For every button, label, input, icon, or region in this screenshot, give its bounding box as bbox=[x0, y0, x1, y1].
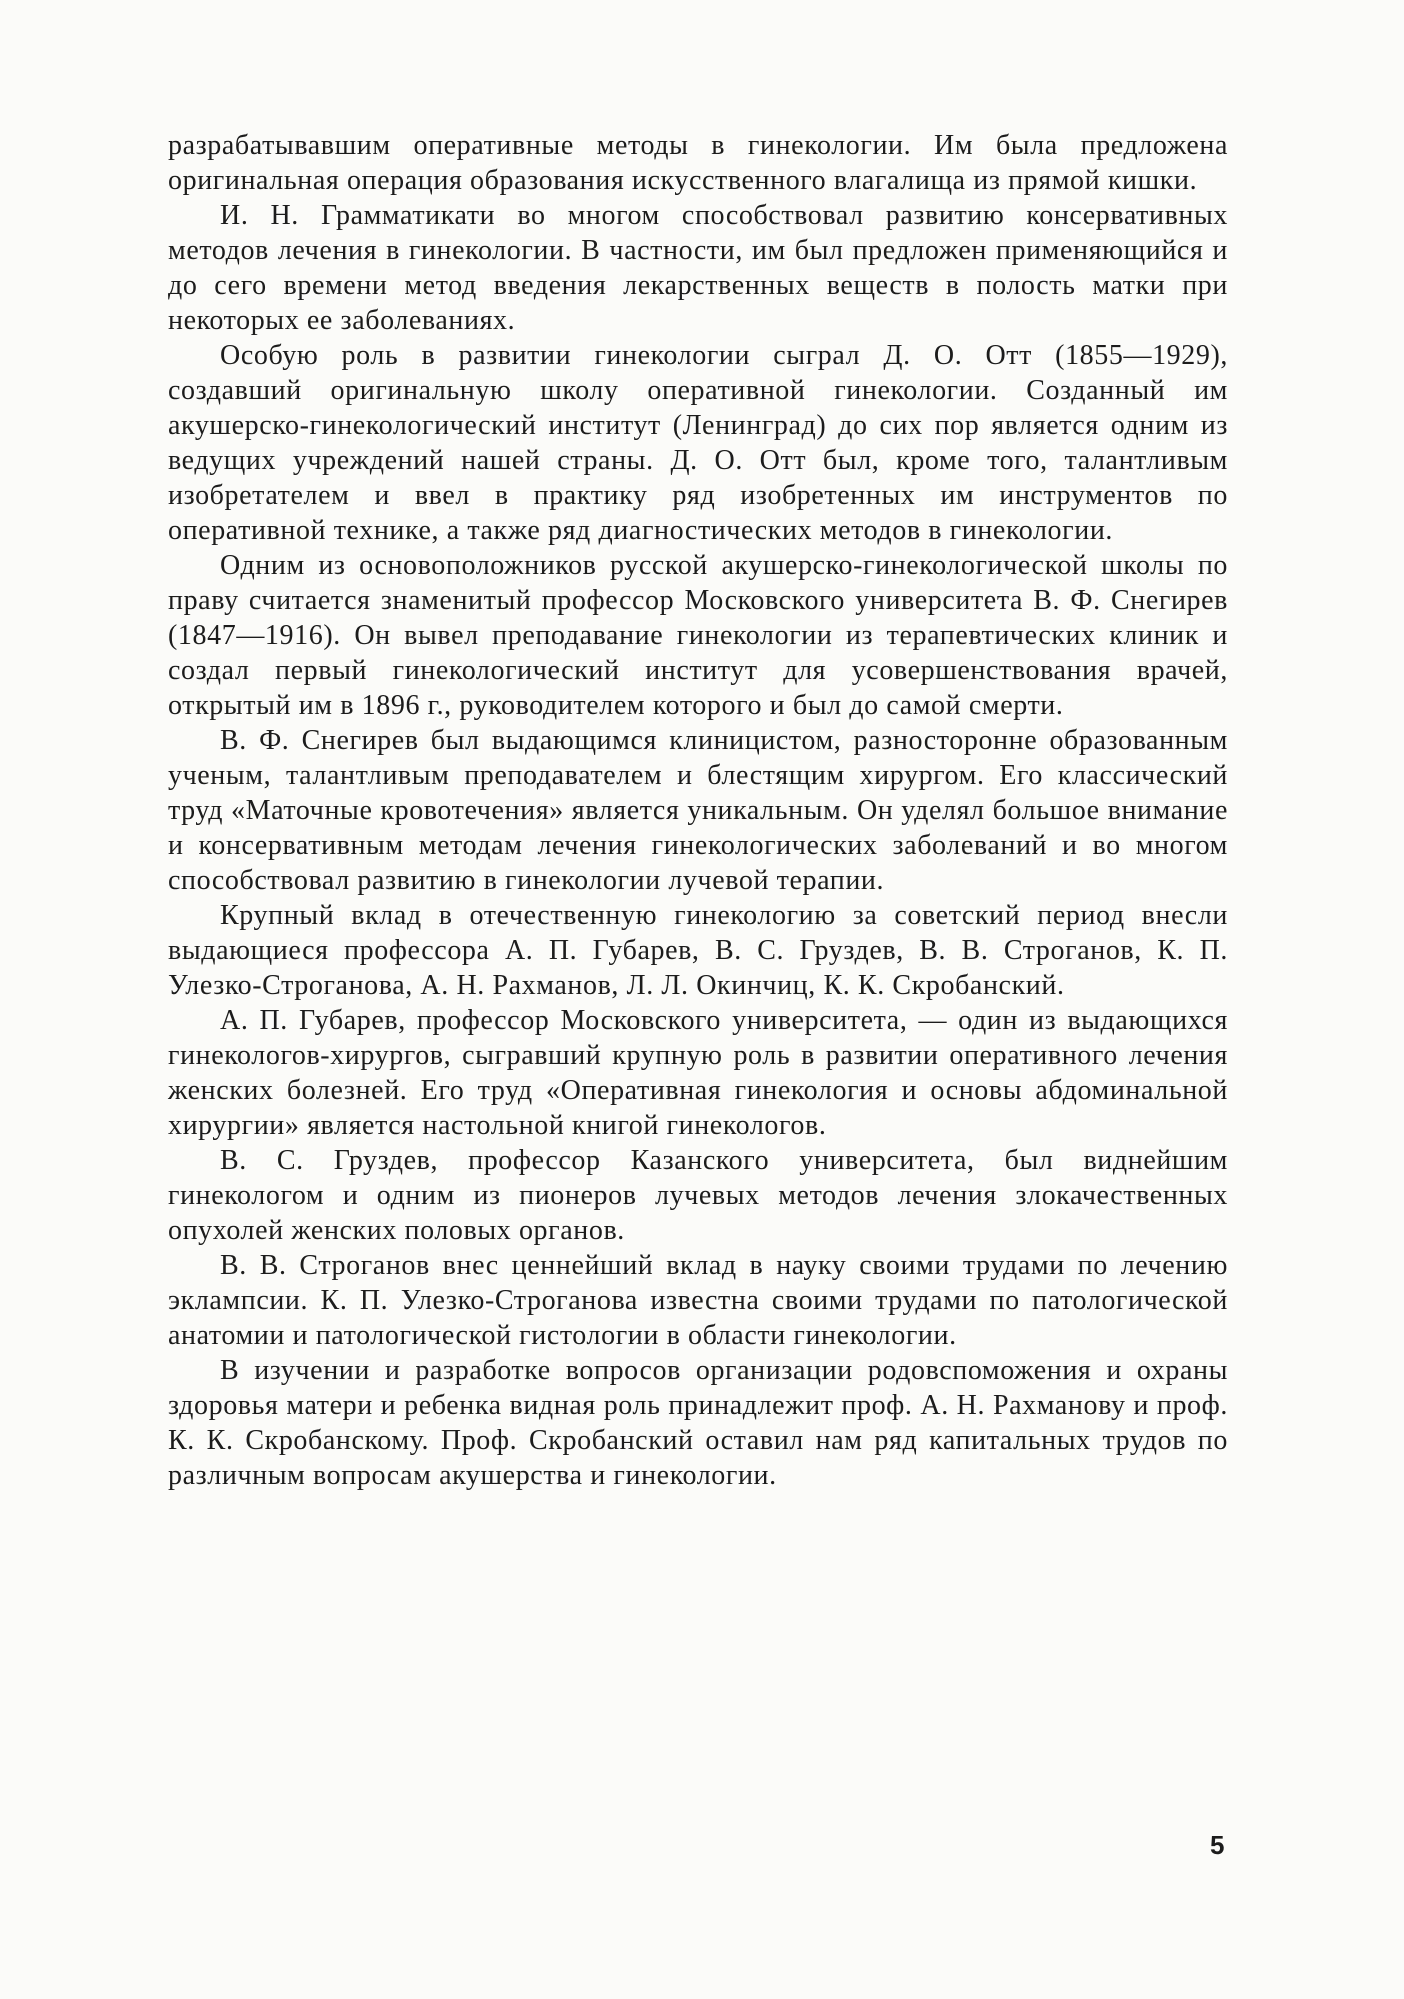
page-number: 5 bbox=[1210, 1830, 1225, 1860]
paragraph-ott: Особую роль в развитии гинекологии сыграл Д. О. Отт (1855—1929), создавший оригинальную школу оперативной гинекологии. Созданный им акушерско-гинекологический институт (Ленинград) до сих пор является одним из ведущих учреждений нашей страны. Д. О. Отт был, кроме того, талантливым изобретателем и ввел в практику ряд изобретенных им инструментов по оперативной технике, а также ряд диагностических методов в гинекологии. bbox=[168, 340, 1228, 546]
paragraph-gruzdev: В. С. Груздев, профессор Казанского университета, был виднейшим гинекологом и одним из пионеров лучевых методов лечения злокачественных опухолей женских половых органов. bbox=[168, 1145, 1228, 1246]
paragraph-soviet-period: Крупный вклад в отечественную гинекологию за советский период внесли выдающиеся профессора А. П. Губарев, В. С. Груздев, В. В. Строганов, К. П. Улезко-Строганова, А. Н. Рахманов, Л. Л. Окинчиц, К. К. Скробанский. bbox=[168, 900, 1228, 1001]
paragraph-snegirev-intro: Одним из основоположников русской акушерско-гинекологической школы по праву считается знаменитый профессор Московского университета В. Ф. Снегирев (1847—1916). Он вывел преподавание гинекологии из терапевтических клиник и создал первый гинекологический институт для усовершенствования врачей, открытый им в 1896 г., руководителем которого и был до самой смерти. bbox=[168, 550, 1228, 721]
paragraph-continuation: разрабатывавшим оперативные методы в гинекологии. Им была предложена оригинальная операция образования искусственного влагалища из прямой кишки. bbox=[168, 130, 1228, 196]
paragraph-gubarev: А. П. Губарев, профессор Московского университета, — один из выдающихся гинекологов-хирургов, сыгравший крупную роль в развитии оперативного лечения женских болезней. Его труд «Оперативная гинекология и основы абдоминальной хирургии» является настольной книгой гинекологов. bbox=[168, 1005, 1228, 1141]
paragraph-snegirev-work: В. Ф. Снегирев был выдающимся клиницистом, разносторонне образованным ученым, талантливым преподавателем и блестящим хирургом. Его классический труд «Маточные кровотечения» является уникальным. Он уделял большое внимание и консервативным методам лечения гинекологических заболеваний и во многом способствовал развитию в гинекологии лучевой терапии. bbox=[168, 725, 1228, 896]
body-text bbox=[168, 128, 1228, 1493]
paragraph-stroganov: В. В. Строганов внес ценнейший вклад в науку своими трудами по лечению эклампсии. К. П. Улезко-Строганова известна своими трудами по патологической анатомии и патологической гистологии в области гинекологии. bbox=[168, 1250, 1228, 1351]
paragraph-rakhmanov: В изучении и разработке вопросов организации родовспоможения и охраны здоровья матери и ребенка видная роль принадлежит проф. А. Н. Рахманову и проф. К. К. Скробанскому. Проф. Скробанский оставил нам ряд капитальных трудов по различным вопросам акушерства и гинекологии. bbox=[168, 1355, 1228, 1491]
paragraph-grammatikati: И. Н. Грамматикати во многом способствовал развитию консервативных методов лечения в гинекологии. В частности, им был предложен применяющийся и до сего времени метод введения лекарственных веществ в полость матки при некоторых ее заболеваниях. bbox=[168, 200, 1228, 336]
